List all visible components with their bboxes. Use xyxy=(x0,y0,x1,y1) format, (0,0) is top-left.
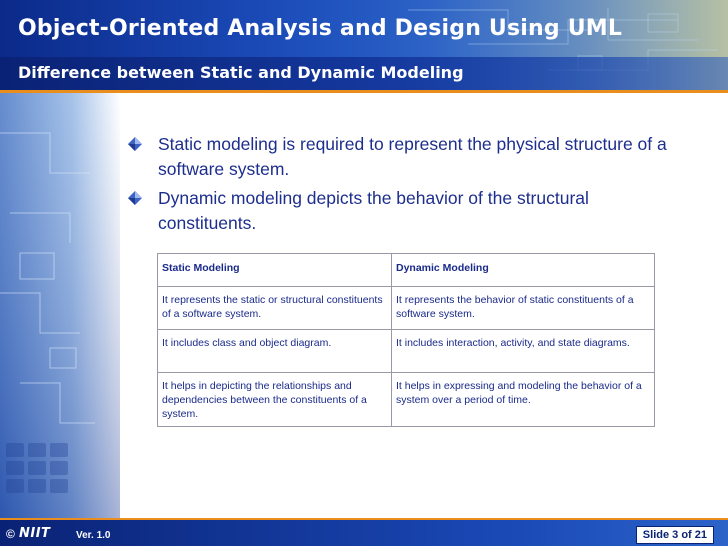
comparison-table xyxy=(157,253,655,427)
diamond-bullet-icon xyxy=(128,191,142,205)
table-header-row xyxy=(158,254,655,287)
version-label: Ver. 1.0 xyxy=(76,530,111,541)
table-row xyxy=(158,287,655,330)
slide-number-badge: Slide 3 of 21 xyxy=(636,526,714,544)
slide-subtitle: Difference between Static and Dynamic Modeling xyxy=(18,63,464,82)
bullet-item xyxy=(128,132,668,182)
table-cell: It includes interaction, activity, and state diagrams. xyxy=(392,330,655,373)
table-cell: It helps in expressing and modeling the behavior of a system over a period of time. xyxy=(392,373,655,427)
table-cell: It helps in depicting the relationships and dependencies between the constituents of a system. xyxy=(158,373,392,427)
copyright-symbol: © xyxy=(6,527,15,541)
table-cell: It includes class and object diagram. xyxy=(158,330,392,373)
bullet-list xyxy=(128,132,668,240)
bullet-text: Dynamic modeling depicts the behavior of the structural constituents. xyxy=(158,188,589,233)
niit-logo: NIIT xyxy=(19,526,51,541)
table-header-dynamic: Dynamic Modeling xyxy=(392,254,655,287)
table-row xyxy=(158,373,655,427)
table-cell: It represents the static or structural constituents of a software system. xyxy=(158,287,392,330)
bullet-text: Static modeling is required to represent the physical structure of a software system. xyxy=(158,134,667,179)
table-cell: It represents the behavior of static constituents of a software system. xyxy=(392,287,655,330)
slide-main-title: Object-Oriented Analysis and Design Using UML xyxy=(18,16,623,41)
circuit-board-decoration xyxy=(0,93,120,520)
table-row xyxy=(158,330,655,373)
bullet-item xyxy=(128,186,668,236)
diamond-bullet-icon xyxy=(128,137,142,151)
table-header-static: Static Modeling xyxy=(158,254,392,287)
